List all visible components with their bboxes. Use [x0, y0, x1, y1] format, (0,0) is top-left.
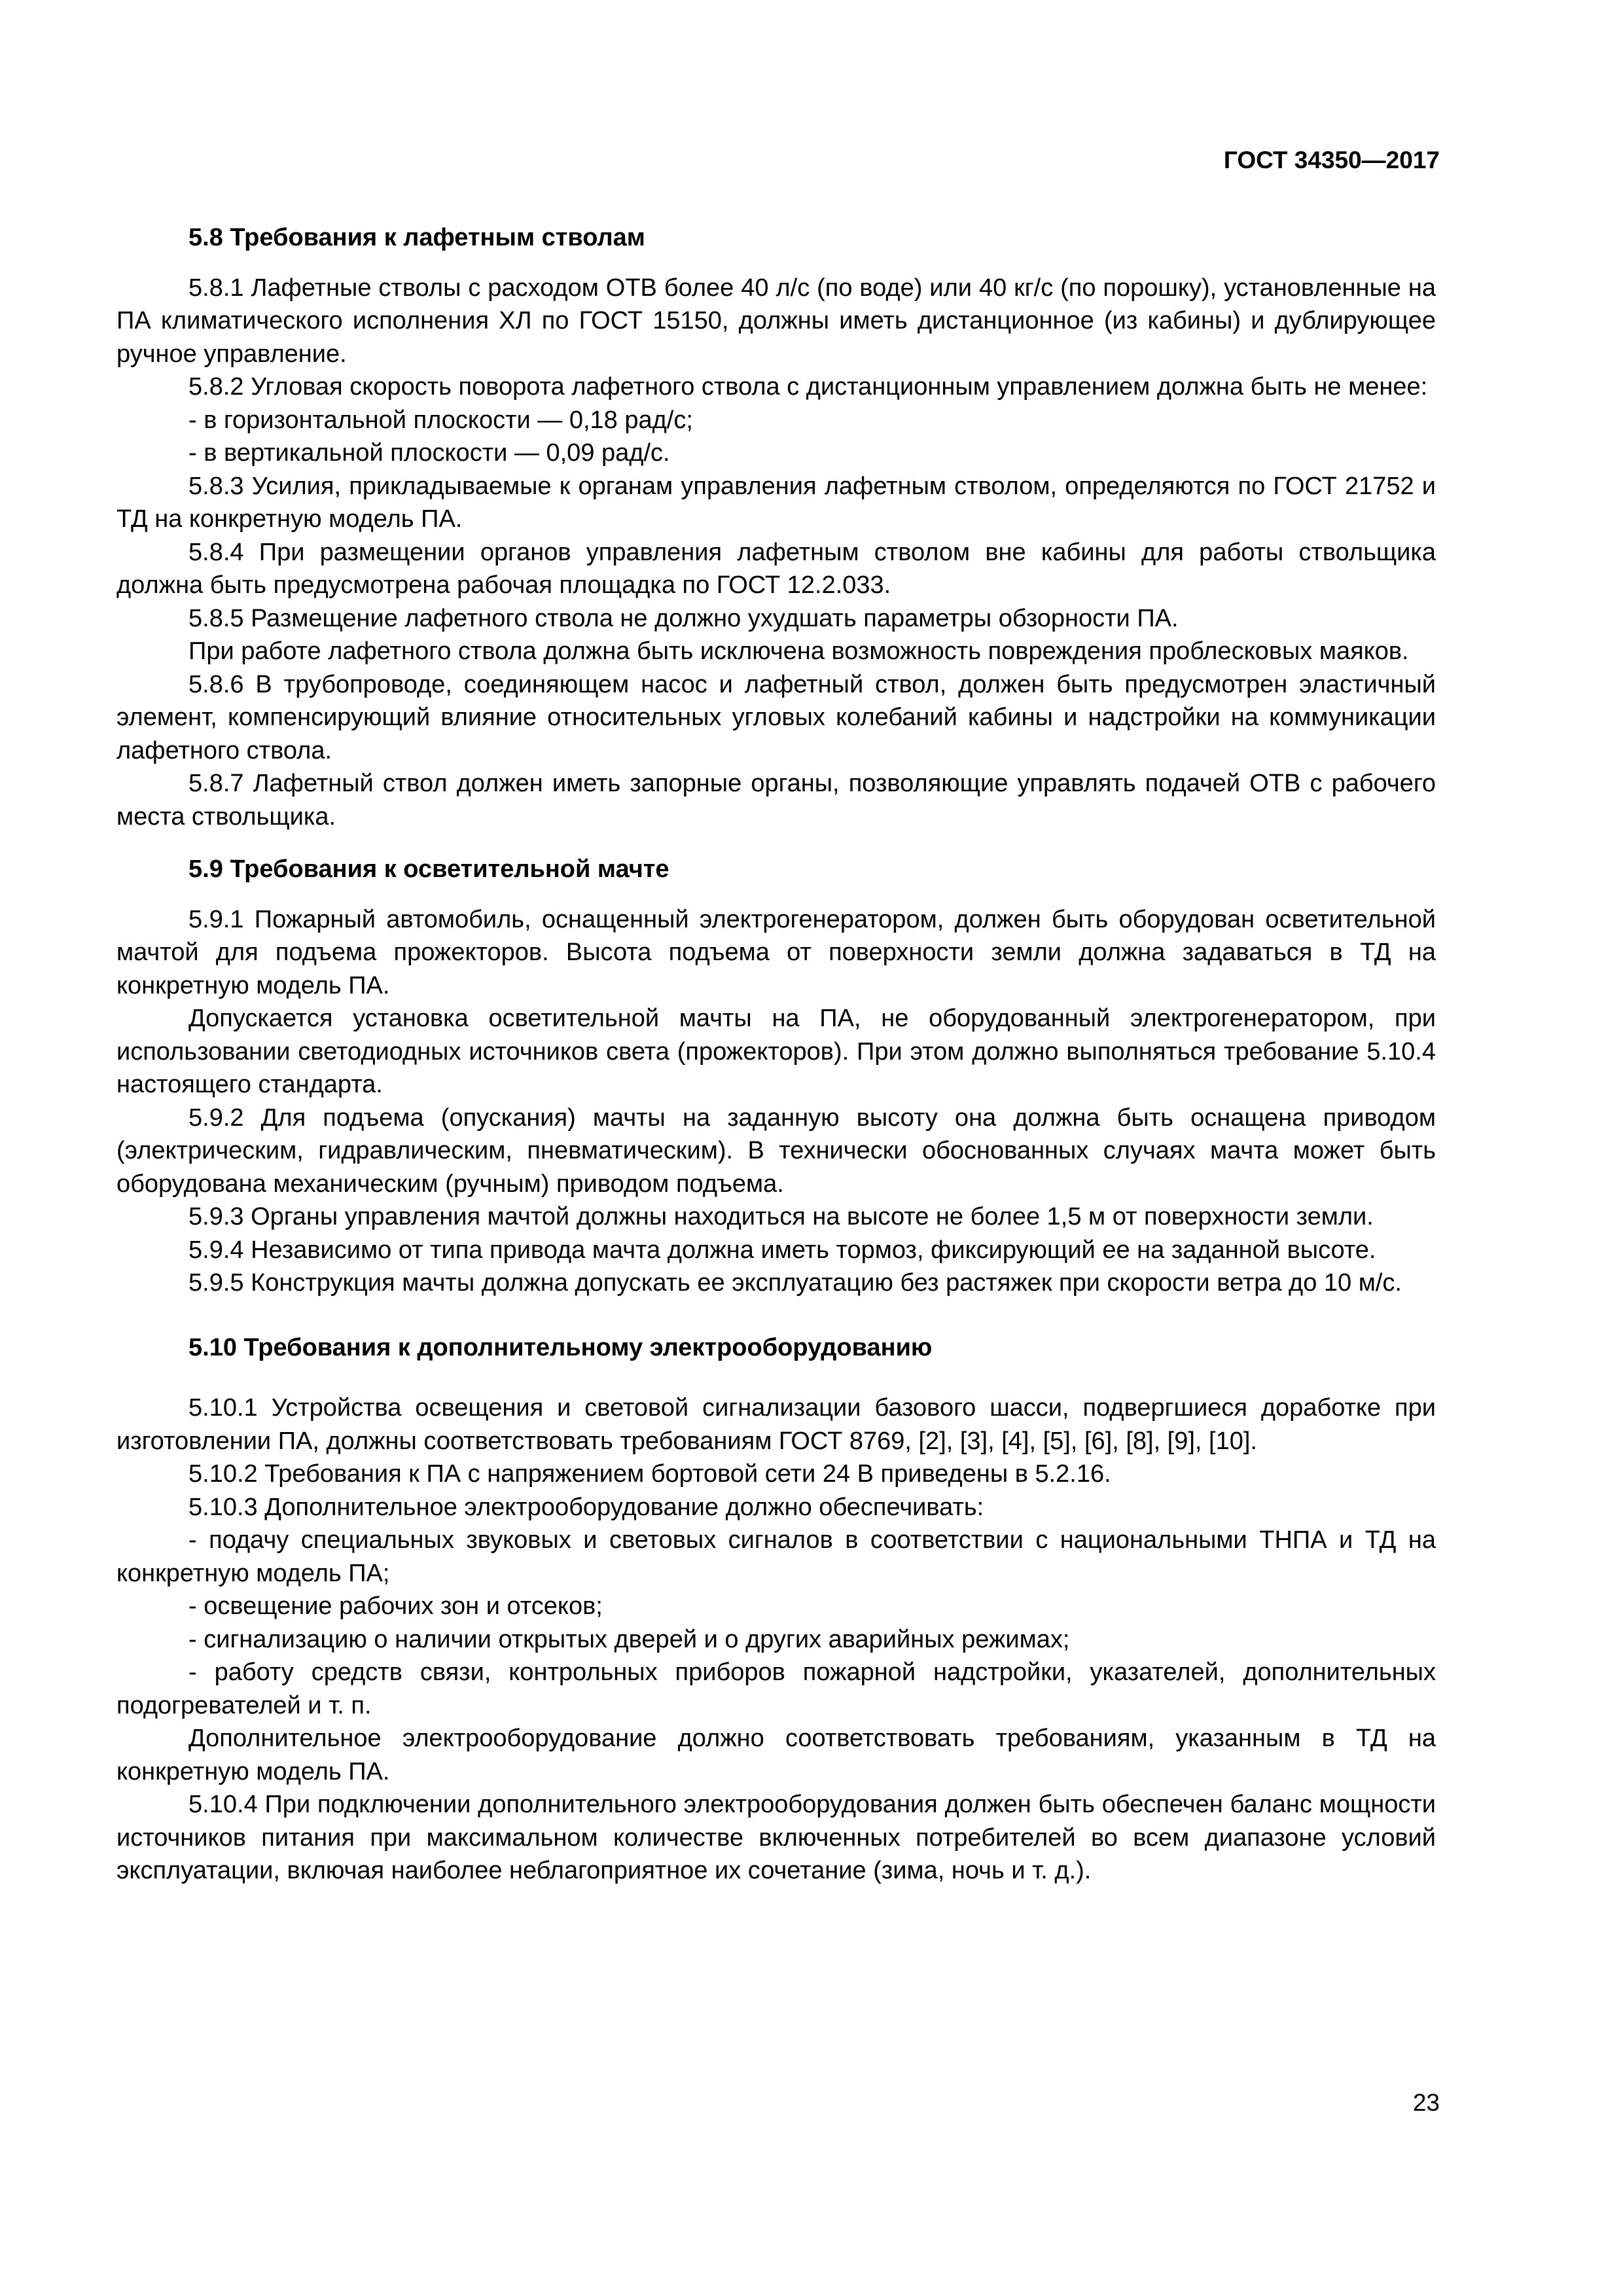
section-heading: 5.9 Требования к осветительной мачте [188, 855, 669, 883]
paragraph: 5.8.2 Угловая скорость поворота лафетного ствола с дистанционным управлением должна быть не менее: [188, 373, 1428, 401]
paragraph: 5.8.6 В трубопроводе, соединяющем насос и лафетный ствол, должен быть предусмотрен эластичный элемент, компенсирующий влияние относительных угловых колебаний кабины и надстройки на коммуникации лафетного ствола. [116, 670, 1436, 764]
list-item: - в вертикальной плоскости — 0,09 рад/с. [188, 439, 670, 467]
list-item: - в горизонтальной плоскости — 0,18 рад/с; [188, 406, 693, 434]
page-number: 23 [1412, 2089, 1440, 2116]
document-body [116, 221, 1436, 1888]
paragraph: 5.9.2 Для подъема (опускания) мачты на заданную высоту она должна быть оснащена приводом (электрическим, гидравлическим, пневматическим). В технически обоснованных случаях мачта может быть оборудована механическим (ручным) приводом подъема. [116, 1103, 1436, 1198]
paragraph: 5.8.3 Усилия, прикладываемые к органам управления лафетным стволом, определяются по ГОСТ 21752 и ТД на конкретную модель ПА. [116, 472, 1436, 533]
list-item: - подачу специальных звуковых и световых сигналов в соответствии с национальными ТНПА и ТД на конкретную модель ПА; [116, 1526, 1436, 1587]
paragraph: 5.10.3 Дополнительное электрооборудование должно обеспечивать: [188, 1493, 984, 1521]
paragraph: 5.9.3 Органы управления мачтой должны находиться на высоте не более 1,5 м от поверхности земли. [188, 1203, 1374, 1230]
list-item: - сигнализацию о наличии открытых дверей и о других аварийных режимах; [188, 1625, 1070, 1653]
paragraph: 5.8.5 Размещение лафетного ствола не должно ухудшать параметры обзорности ПА. [188, 604, 1179, 632]
paragraph: 5.9.5 Конструкция мачты должна допускать ее эксплуатацию без растяжек при скорости ветра до 10 м/с. [188, 1269, 1402, 1297]
list-item: - работу средств связи, контрольных приборов пожарной надстройки, указателей, дополнительных подогревателей и т. п. [116, 1659, 1436, 1719]
paragraph: 5.9.1 Пожарный автомобиль, оснащенный электрогенератором, должен быть оборудован осветительной мачтой для подъема прожекторов. Высота подъема от поверхности земли должна задаваться в ТД на конкретную модель ПА. [116, 905, 1436, 999]
section-heading: 5.10 Требования к дополнительному электрооборудованию [188, 1333, 933, 1361]
list-item: - освещение рабочих зон и отсеков; [188, 1592, 603, 1620]
paragraph: Дополнительное электрооборудование должно соответствовать требованиям, указанным в ТД на конкретную модель ПА. [116, 1725, 1436, 1785]
paragraph: 5.8.7 Лафетный ствол должен иметь запорные органы, позволяющие управлять подачей ОТВ с рабочего места ствольщика. [116, 770, 1436, 831]
paragraph: Допускается установка осветительной мачты на ПА, не оборудованный электрогенератором, при использовании светодиодных источников света (прожекторов). При этом должно выполняться требование 5.10.4 настоящего стандарта. [116, 1005, 1436, 1098]
paragraph: 5.10.2 Требования к ПА с напряжением бортовой сети 24 В приведены в 5.2.16. [188, 1460, 1111, 1488]
section-heading: 5.8 Требования к лафетным стволам [188, 224, 645, 251]
paragraph: 5.8.4 При размещении органов управления лафетным стволом вне кабины для работы ствольщика должна быть предусмотрена рабочая площадка по ГОСТ 12.2.033. [116, 538, 1436, 599]
document-id: ГОСТ 34350—2017 [1223, 147, 1440, 173]
paragraph: 5.10.4 При подключении дополнительного электрооборудования должен быть обеспечен баланс мощности источников питания при максимальном количестве включенных потребителей во всем диапазоне условий эксплуатации, включая наиболее неблагоприятное их сочетание (зима, ночь и т. д.). [116, 1791, 1436, 1884]
paragraph: 5.10.1 Устройства освещения и световой сигнализации базового шасси, подвергшиеся доработке при изготовлении ПА, должны соответствовать требованиям ГОСТ 8769, [2], [3], [4], [5], [6], [8], [9], [10]. [116, 1394, 1436, 1455]
paragraph: 5.8.1 Лафетные стволы с расходом ОТВ более 40 л/с (по воде) или 40 кг/с (по порошку), установленные на ПА климатического исполнения ХЛ по ГОСТ 15150, должны иметь дистанционное (из кабины) и дублирующее ручное управление. [116, 274, 1436, 368]
paragraph: При работе лафетного ствола должна быть исключена возможность повреждения проблесковых маяков. [188, 637, 1409, 665]
paragraph: 5.9.4 Независимо от типа привода мачта должна иметь тормоз, фиксирующий ее на заданной высоте. [188, 1236, 1376, 1264]
